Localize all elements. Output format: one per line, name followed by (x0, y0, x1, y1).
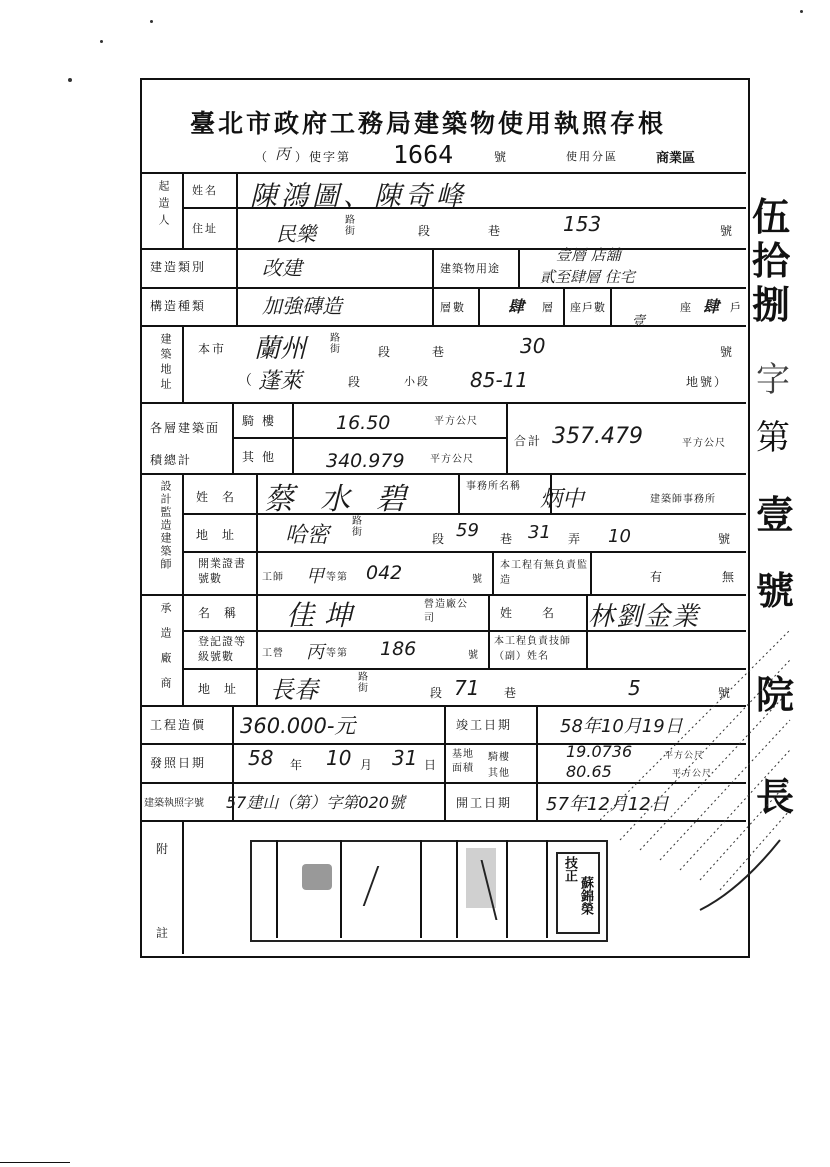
designer-cert-value: 042 (366, 562, 403, 584)
license-type: 丙 (275, 145, 291, 163)
designer-nong-label: 弄 (568, 532, 583, 546)
officer-seal-title: 技正 (562, 856, 577, 882)
hatch-pattern (600, 590, 800, 920)
designer-duan-label: 段 (432, 532, 447, 546)
rule (182, 594, 184, 705)
units-value-2: 肆 (703, 297, 720, 316)
license-number: 1664 (393, 140, 454, 169)
designer-hao-label: 號 (718, 532, 733, 546)
license-prefix: （ (255, 150, 270, 164)
approval-stamp-strip (250, 840, 608, 942)
site-small-section: 小段 (404, 375, 430, 388)
area-label: 各層建築面積總計 (150, 421, 221, 467)
rule (488, 594, 490, 668)
designer-cert-prefix: 工師 (262, 572, 284, 583)
seat-label: 座 (680, 301, 693, 314)
designer-cert-suffix: 號 (472, 574, 483, 585)
designer-office-value: 炳中 (540, 487, 585, 512)
scan-speck (150, 20, 153, 23)
arcade-value: 16.50 (336, 412, 391, 434)
site-duan-label: 段 (378, 345, 393, 359)
contractor-reg-prefix: 工營 (262, 648, 284, 659)
building-type-label: 建造類別 (150, 260, 207, 274)
total-area-label: 合計 (514, 434, 543, 448)
applicant-addr-street: 民樂 (276, 222, 316, 246)
designer-office-suffix: 建築師事務所 (650, 494, 716, 505)
contractor-road-label: 路街 (358, 672, 369, 694)
other-area-unit: 平方公尺 (430, 454, 474, 465)
designer-cert-mid: 等第 (326, 572, 348, 583)
rule (236, 172, 238, 248)
applicant-name-value: 陳鴻圖、陳奇峰 (250, 181, 467, 212)
rule (492, 551, 494, 594)
contractor-addr-street: 長春 (270, 676, 318, 704)
building-use-label: 建築物用途 (440, 262, 500, 275)
cost-label: 工程造價 (150, 718, 207, 732)
designer-supervise-alt: 無 (722, 570, 737, 584)
building-type-value: 改建 (262, 256, 302, 280)
officer-seal-name: 蘇錦榮 (578, 876, 593, 915)
scan-speck (100, 40, 103, 43)
rule (182, 325, 184, 402)
rule (590, 551, 592, 594)
designer-duan-value: 59 (456, 520, 479, 541)
other-area-label: 其他 (242, 450, 283, 464)
contractor-xiang-label: 巷 (504, 686, 519, 700)
contractor-tech-label: 本工程負責技師（副）姓名 (494, 636, 571, 662)
issue-arcade-unit: 平方公尺 (664, 751, 705, 761)
rule (546, 840, 548, 938)
start-label: 開工日期 (456, 796, 513, 810)
contractor-person-value: 林劉金業 (588, 602, 701, 632)
issue-month: 10 (326, 746, 352, 770)
rule (182, 172, 184, 248)
issue-d-label: 日 (424, 758, 439, 772)
site-road-label: 路街 (330, 333, 341, 355)
rule (232, 402, 234, 473)
side-stamp-char: 伍 (752, 194, 791, 239)
rule (610, 287, 612, 325)
rule (236, 248, 238, 325)
contractor-reg-suffix: 號 (468, 650, 479, 661)
contractor-addr-label: 地址 (198, 682, 251, 696)
designer-cert-grade: 甲 (306, 566, 324, 587)
issue-y-label: 年 (290, 758, 305, 772)
site-paren: （ (238, 373, 254, 389)
building-use-value-2: 貳至肆層 住宅 (540, 268, 635, 286)
issue-day: 31 (392, 746, 418, 770)
floors-label: 層數 (440, 301, 466, 314)
rule (456, 840, 458, 938)
site-xiang-label: 巷 (432, 345, 447, 359)
designer-office-label: 事務所名稱 (466, 481, 521, 492)
issue-year: 58 (248, 746, 274, 770)
zone-label: 使用分區 (566, 150, 618, 163)
issue-other-value: 80.65 (566, 762, 612, 781)
issue-other-label: 其他 (488, 768, 510, 779)
rule (182, 551, 746, 553)
structure-label: 構造種類 (150, 299, 207, 313)
rule (563, 287, 565, 325)
issue-arcade-value: 19.0736 (566, 742, 633, 761)
units-label: 座戶數 (570, 301, 606, 314)
rule (276, 840, 278, 938)
rule (458, 473, 460, 513)
applicant-hao-label: 號 (720, 224, 735, 238)
issue-label: 發照日期 (150, 756, 207, 770)
side-stamp-char: 號 (756, 568, 795, 613)
cost-value: 360.000-元 (240, 714, 356, 738)
permit-value: 57建山（第）字第020號 (226, 793, 405, 812)
building-use-value-1: 壹層 店舖 (556, 246, 621, 264)
license-mid: ）使字第 (295, 150, 352, 164)
site-city: 本市 (198, 342, 227, 356)
designer-addr-label: 地址 (196, 528, 249, 542)
contractor-section-label: 承造廠商 (159, 602, 172, 702)
side-stamp-char: 長 (756, 774, 795, 819)
designer-name-label: 姓名 (196, 490, 249, 504)
rule (256, 594, 258, 705)
total-area-unit: 平方公尺 (682, 438, 726, 449)
applicant-section-label: 起造人 (157, 180, 170, 231)
site-area-label: 基地面積 (452, 749, 474, 774)
side-stamp-char: 字 (756, 360, 790, 400)
contractor-xiang-value: 71 (454, 676, 480, 700)
start-value: 57年12月12日 (546, 794, 669, 815)
seal-smudge (302, 864, 332, 890)
rule (142, 325, 746, 327)
side-stamp-char: 院 (756, 672, 795, 717)
designer-xiang-label: 巷 (500, 532, 515, 546)
rule (232, 437, 506, 439)
contractor-name-label: 名稱 (198, 606, 251, 620)
remarks-label-top: 附 (156, 842, 171, 856)
rule (256, 473, 258, 594)
designer-cert-label: 開業證書號數 (198, 557, 246, 585)
arcade-unit: 平方公尺 (434, 416, 478, 427)
designer-supervise-label: 本工程有無負責監造 (500, 560, 588, 586)
rule (420, 840, 422, 938)
rule (432, 248, 434, 287)
rule (536, 705, 538, 820)
rule (506, 402, 508, 473)
rule (142, 473, 746, 475)
rule (142, 248, 746, 250)
applicant-name-label: 姓名 (192, 184, 218, 197)
rule (432, 287, 434, 325)
edge-line (0, 1162, 70, 1163)
document-title: 臺北市政府工務局建築物使用執照存根 (190, 109, 667, 138)
contractor-reg-mid: 等第 (326, 648, 348, 659)
site-label: 建築地址 (159, 333, 172, 393)
contractor-no-value: 5 (628, 676, 641, 700)
side-stamp-char: 拾 (752, 238, 791, 283)
structure-value: 加強磚造 (262, 294, 342, 318)
side-stamp-char: 第 (756, 418, 790, 458)
designer-nong-value: 10 (608, 526, 631, 547)
rule (182, 473, 184, 594)
applicant-road-label: 路街 (345, 215, 356, 237)
zone-value: 商業區 (656, 151, 696, 166)
contractor-duan-label: 段 (430, 686, 445, 700)
contractor-reg-grade: 丙 (306, 642, 324, 663)
site-hao-label: 號 (720, 345, 735, 359)
issue-other-unit: 平方公尺 (672, 769, 713, 779)
rule (478, 287, 480, 325)
total-area-value: 357.479 (552, 424, 643, 449)
units-value: 壹 (632, 314, 646, 329)
floor-unit: 層 (542, 301, 555, 314)
site-lot-label: 地號） (686, 375, 729, 389)
designer-section-label: 設計監造建築師 (159, 480, 172, 571)
floors-value: 肆 (508, 297, 525, 316)
scan-speck (800, 10, 803, 13)
site-lot: 85-11 (470, 368, 529, 392)
site-section: 蓬萊 (258, 369, 303, 394)
contractor-hao-label: 號 (718, 686, 733, 700)
site-no: 30 (520, 334, 546, 358)
rule (292, 402, 294, 473)
rule (518, 248, 520, 287)
scan-speck (68, 78, 72, 82)
contractor-company-label: 營造廠公司 (424, 599, 468, 624)
contractor-reg-value: 186 (380, 638, 417, 660)
rule (444, 705, 446, 820)
applicant-no-value: 153 (563, 212, 602, 236)
rule (506, 840, 508, 938)
rule (182, 820, 184, 954)
license-suffix: 號 (494, 150, 509, 164)
completion-value: 58年10月19日 (560, 716, 683, 737)
applicant-xiang-label: 巷 (488, 224, 503, 238)
other-area-value: 340.979 (326, 450, 405, 472)
designer-road-label: 路街 (352, 516, 363, 538)
issue-m-label: 月 (360, 758, 375, 772)
site-duan2-label: 段 (348, 375, 363, 389)
designer-name-value: 蔡水碧 (264, 482, 432, 517)
remarks-label-bottom: 註 (156, 926, 171, 940)
designer-xiang-value: 31 (528, 522, 551, 543)
side-stamp-char: 壹 (756, 492, 795, 537)
hu-label: 戶 (730, 301, 743, 314)
contractor-name-value: 佳坤 (286, 599, 363, 632)
rule (340, 840, 342, 938)
applicant-addr-label: 住址 (192, 222, 218, 235)
side-stamp-char: 捌 (752, 282, 791, 327)
designer-addr-street: 哈密 (285, 523, 330, 548)
contractor-person-label: 姓名 (500, 606, 585, 620)
issue-arcade-label: 騎樓 (488, 752, 510, 763)
completion-label: 竣工日期 (456, 718, 513, 732)
applicant-duan-label: 段 (418, 224, 433, 238)
site-street: 蘭州 (254, 334, 307, 364)
designer-supervise-value: 有 (650, 570, 665, 584)
contractor-reg-label: 登記證等級號數 (198, 635, 246, 663)
rule (142, 287, 746, 289)
arcade-label: 騎樓 (242, 414, 283, 428)
permit-label: 建築執照字號 (144, 798, 204, 809)
